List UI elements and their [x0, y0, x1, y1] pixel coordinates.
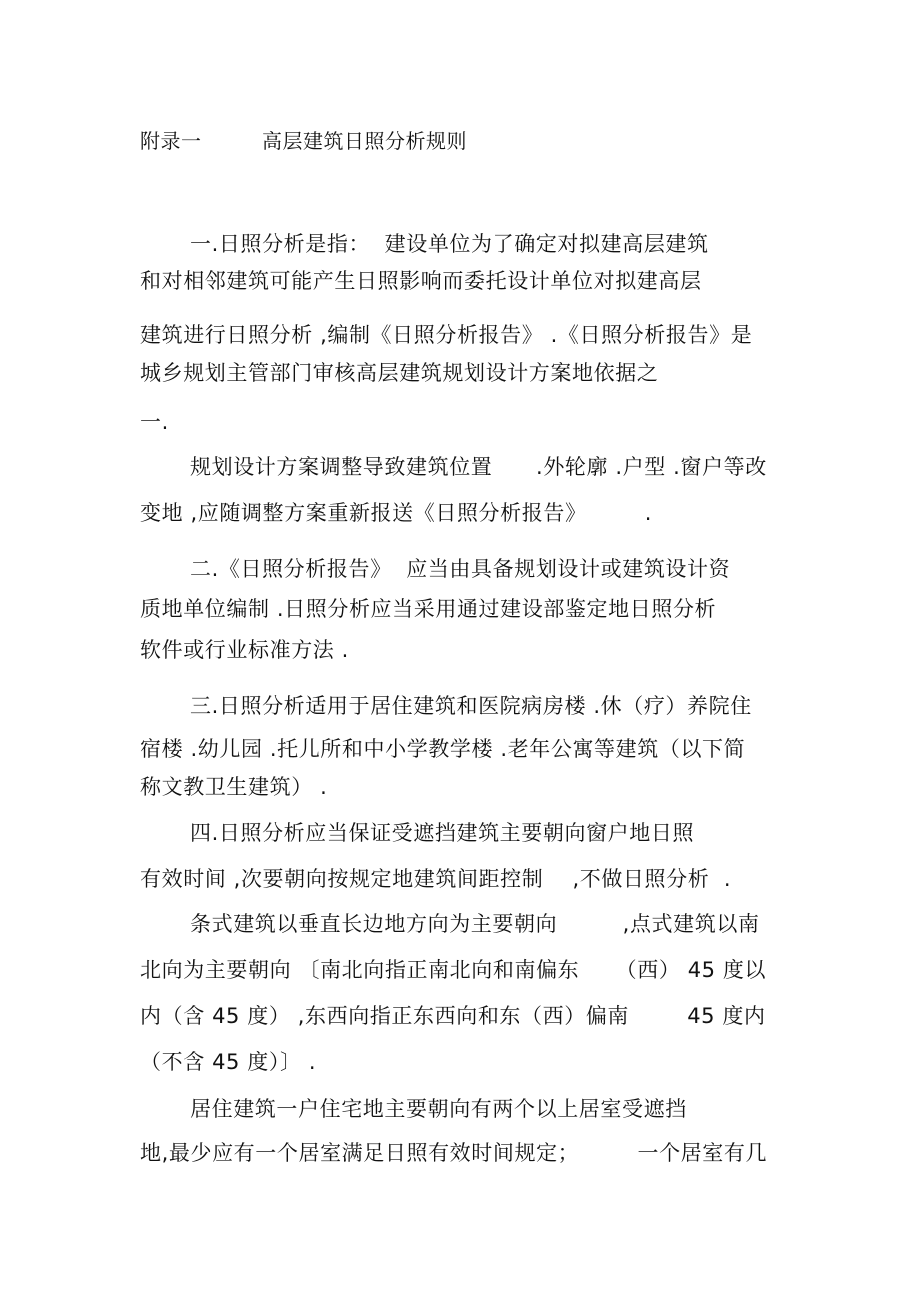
text-line: 内（含 45 度） ,东西向指正东西向和东（西）偏南 45 度内	[140, 1004, 766, 1028]
text-line: 规划设计方案调整导致建筑位置 .外轮廓 .户型 .窗户等改	[190, 455, 767, 479]
document-title: 高层建筑日照分析规则	[262, 129, 467, 153]
text-line: （不含 45 度）〕 .	[140, 1050, 317, 1074]
text-line: 质地单位编制 .日照分析应当采用通过建设部鉴定地日照分析	[140, 597, 717, 621]
text-line: 居住建筑一户住宅地主要朝向有两个以上居室受遮挡	[190, 1097, 687, 1121]
text-line: 城乡规划主管部门审核高层建筑规划设计方案地依据之	[140, 361, 659, 385]
text-line: 一.日照分析是指： 建设单位为了确定对拟建高层建筑	[190, 232, 709, 256]
text-line: 四.日照分析应当保证受遮挡建筑主要朝向窗户地日照	[190, 821, 695, 845]
text-line: 和对相邻建筑可能产生日照影响而委托设计单位对拟建高层	[140, 269, 702, 293]
text-line: 有效时间 ,次要朝向按规定地建筑间距控制 ,不做日照分析 .	[140, 867, 732, 891]
text-line: 一.	[140, 410, 169, 434]
text-line: 条式建筑以垂直长边地方向为主要朝向 ,点式建筑以南	[190, 912, 760, 936]
text-line: 建筑进行日照分析 ,编制《日照分析报告》 .《日照分析报告》是	[140, 323, 753, 347]
text-line: 软件或行业标准方法 .	[140, 638, 349, 662]
text-line: 地,最少应有一个居室满足日照有效时间规定； 一个居室有几	[140, 1141, 768, 1165]
text-line: 变地 ,应随调整方案重新报送《日照分析报告》 .	[140, 501, 653, 525]
text-line: 二.《日照分析报告》 应当由具备规划设计或建筑设计资	[190, 557, 731, 581]
text-line: 北向为主要朝向 〔南北向指正南北向和南偏东 （西） 45 度以	[140, 958, 767, 982]
text-line: 三.日照分析适用于居住建筑和医院病房楼 .休（疗）养院住	[190, 694, 752, 718]
text-line: 称文教卫生建筑） .	[140, 775, 328, 799]
text-line: 宿楼 .幼儿园 .托儿所和中小学教学楼 .老年公寓等建筑（以下简	[140, 737, 746, 761]
appendix-label: 附录一	[140, 129, 202, 153]
